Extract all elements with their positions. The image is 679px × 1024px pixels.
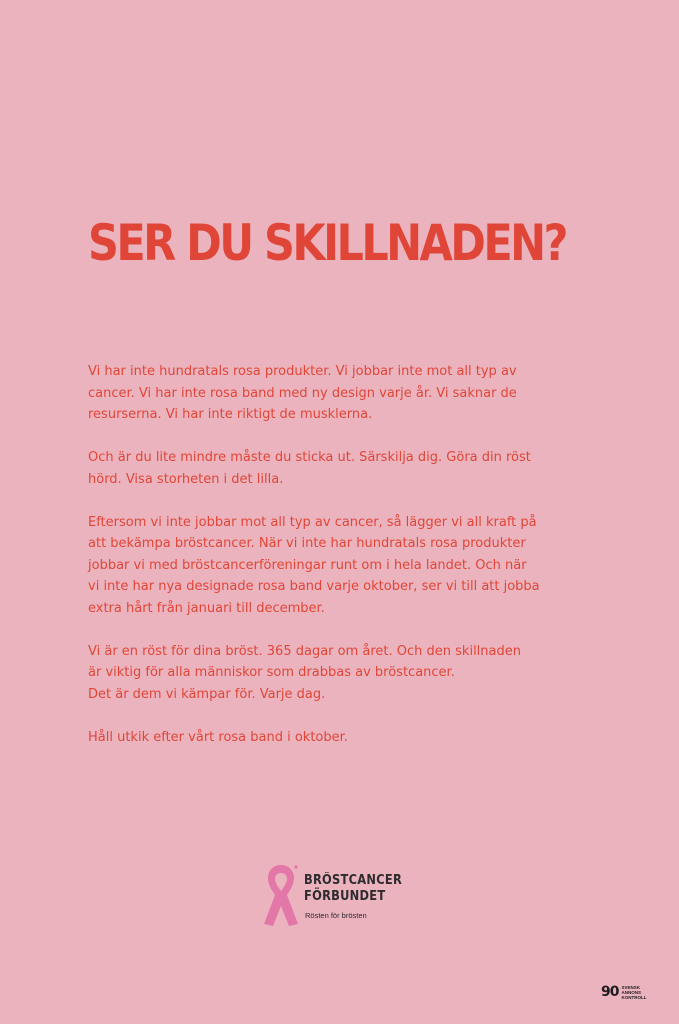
- paragraph-4: Vi är en röst för dina bröst. 365 dagar om året. Och den skillnaden är viktig för alla människor som drabbas av bröstcancer. Det är dem vi kämpar för. Varje dag.: [88, 643, 521, 702]
- badge-text: SVENSK ANNONS KONTROLL: [621, 984, 647, 1000]
- pink-ribbon-icon: [260, 862, 302, 928]
- paragraph-1: Vi har inte hundratals rosa produkter. Vi jobbar inte mot all typ av cancer. Vi har inte rosa band med ny design varje år. Vi saknar de resurserna. Vi har inte riktigt de musklerna.: [88, 364, 517, 422]
- paragraph-3: Eftersom vi inte jobbar mot all typ av cancer, så lägger vi all kraft på att bekämpa bröstcancer. När vi inte har hundratals rosa produkter jobbar vi med bröstcancerföreningar runt om i hela landet. Och när vi inte har nya designade rosa band varje oktober, ser vi till att jobba extra hårt från januari till december.: [88, 514, 540, 616]
- badge-number: 90: [601, 984, 619, 1000]
- body-copy: [88, 361, 578, 770]
- paragraph-5: Håll utkik efter vårt rosa band i oktober.: [88, 729, 348, 745]
- brostcancerforbundet-logo: [260, 862, 430, 930]
- headline: SER DU SKILLNADEN?: [88, 214, 566, 272]
- annonskontroll-badge: [601, 984, 646, 1000]
- logo-tagline: Rösten för brösten: [305, 911, 367, 920]
- logo-name: BRÖSTCANCER FÖRBUNDET: [304, 873, 403, 904]
- paragraph-2: Och är du lite mindre måste du sticka ut. Särskilja dig. Göra din röst hörd. Visa storheten i det lilla.: [88, 450, 531, 487]
